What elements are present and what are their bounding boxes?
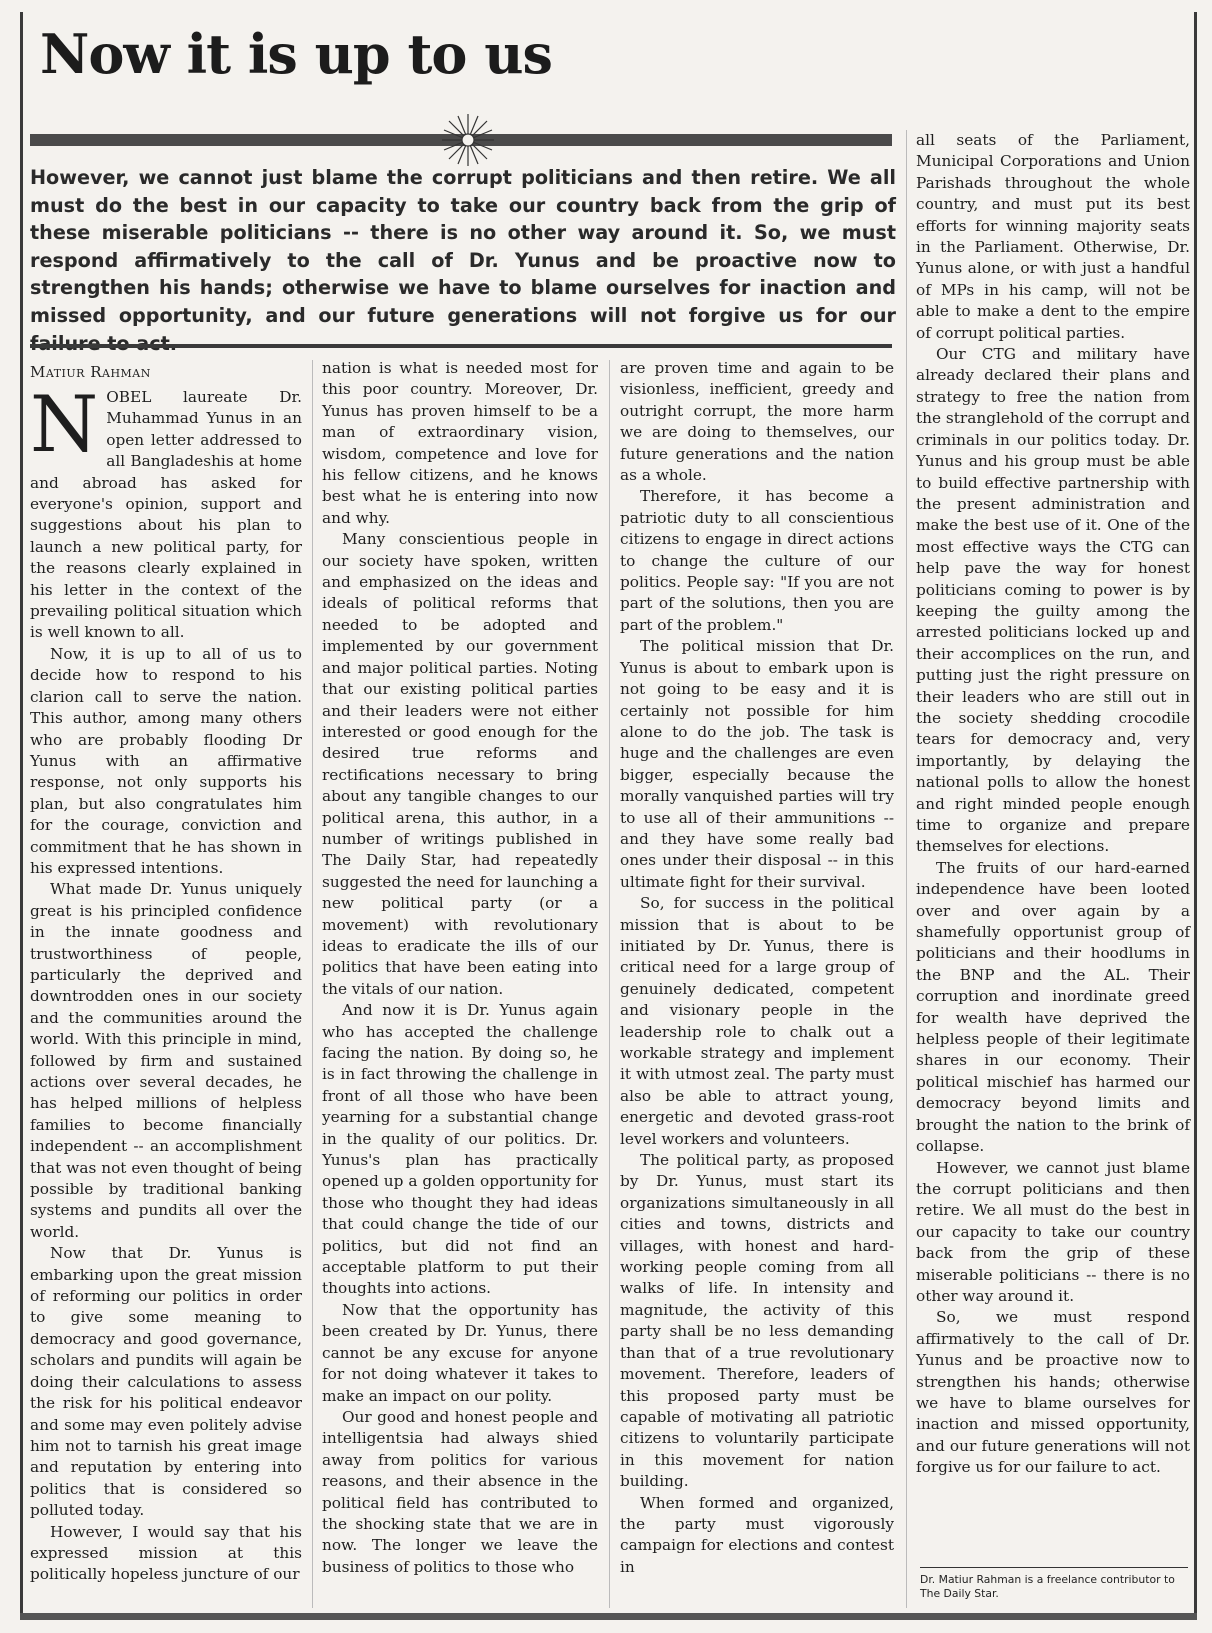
article-column-4	[916, 130, 1190, 1479]
paragraph: So, we must respond affirmatively to the call of Dr. Yunus and be proactive now to strengthen his hands; otherwise we have to blame ourselves for inaction and missed opportunity, and our future generations will not forgive us for our failure to act.	[916, 1308, 1190, 1477]
right-border-rule	[1194, 12, 1197, 1620]
paragraph: However, I would say that his expressed mission at this politically hopeless juncture of our	[30, 1522, 302, 1584]
column-separator	[609, 360, 610, 1608]
paragraph: all seats of the Parliament, Municipal Corporations and Union Parishads throughout the whole country, and must put its best efforts for winning majority seats in the Parliament. Otherwise, Dr. Yunus alone, or with just a handful of MPs in his camp, will not be able to make a dent to the empire of corrupt political parties.	[916, 131, 1190, 342]
paragraph: Our good and honest people and intelligentsia had always shied away from politics for various reasons, and their absence in the political field has contributed to the shocking state that we are in now. The longer we leave the business of politics to those who	[322, 1407, 598, 1576]
left-border-rule	[20, 12, 23, 1620]
drop-cap: N	[30, 380, 99, 470]
paragraph: Our CTG and military have already declared their plans and strategy to free the nation from the stranglehold of the corrupt and criminals in our politics today. Dr. Yunus and his group must be able to build effective partnership with the present administration and make the best use of it. One of the most effective ways the CTG can help pave the way for honest politicians coming to power is by keeping the guilty among the arrested politicians locked up and their accomplices on the run, and putting just the right pressure on their leaders who are still out in the society shedding crocodile tears for democracy and, very importantly, by delaying the national polls to allow the honest and right minded people enough time to organize and prepare themselves for elections.	[916, 345, 1191, 856]
paragraph: However, we cannot just blame the corrupt politicians and then retire. We all must do the best in our capacity to take our country back from the grip of these miserable politicians -- there is no other way around it.	[916, 1158, 1190, 1305]
paragraph: nation is what is needed most for this poor country. Moreover, Dr. Yunus has proven himself to be a man of extraordinary vision, wisdom, competence and love for his fellow citizens, and he knows best what he is entering into now and why.	[322, 359, 598, 527]
paragraph: When formed and organized, the party must vigorously campaign for elections and contest in	[620, 1493, 894, 1576]
paragraph: The political mission that Dr. Yunus is about to embark upon is not going to be easy and it is certainly not possible for him alone to do the job. The task is huge and the challenges are even bigger, especially because the morally vanquished parties will try to use all of their ammunitions -- and they have some really bad ones under their disposal -- in this ultimate fight for their survival.	[620, 637, 894, 891]
paragraph: What made Dr. Yunus uniquely great is his principled confidence in the innate goodness and trustworthiness of people, particularly the deprived and downtrodden ones in our society and the communities around the world. With this principle in mind, followed by firm and sustained actions over several decades, he has helped millions of helpless families to become financially independent -- an accomplishment that was not even thought of being possible by traditional banking systems and pundits all over the world.	[30, 880, 302, 1241]
paragraph: NOBEL laureate Dr. Muhammad Yunus in an open letter addressed to all Bangladeshis at home and abroad has asked for everyone's opinion, support and suggestions about his plan to launch a new political party, for the reasons clearly explained in his letter in the context of the prevailing political situation which is well known to all.	[30, 380, 302, 642]
paragraph: And now it is Dr. Yunus again who has accepted the challenge facing the nation. By doing so, he is in fact throwing the challenge in front of all those who have been yearning for a substantial change in the quality of our politics. Dr. Yunus's plan has practically opened up a golden opportunity for those who thought they had ideas that could change the tide of our politics, but did not find an acceptable platform to put their thoughts into actions.	[322, 1001, 598, 1298]
starburst-ornament	[440, 112, 496, 168]
deck-summary: However, we cannot just blame the corrupt politicians and then retire. We all must do the best in our capacity to take our country back from the grip of these miserable politicians -- there is no other way around it. So, we must respond affirmatively to the call of Dr. Yunus and be proactive now to strengthen his hands; otherwise we have to blame ourselves for inaction and missed opportunity, and our future generations will not forgive us for our	[30, 166, 896, 327]
paragraph: Many conscientious people in our society have spoken, written and emphasized on the ideas and ideals of political reforms that needed to be adopted and implemented by our government and major political parties. Noting that our existing political parties and their leaders were not either interested or good enough for the desired true reforms and rectifications necessary to bring about any tangible changes to our political arena, this author, in a number of writings published in The Daily Star, had repeatedly suggested the need for launching a new political party (or a movement) with revolutionary ideas to eradicate the ills of our politics that have been eating into the vitals of our nation.	[322, 530, 598, 998]
footnote-rule	[920, 1567, 1188, 1568]
paragraph: Now that the opportunity has been created by Dr. Yunus, there cannot be any excuse for anyone for not doing whatever it takes to make an impact on our polity.	[322, 1300, 598, 1405]
headline: Now it is up to us	[40, 22, 552, 86]
paragraph: The political party, as proposed by Dr. Yunus, must start its organizations simultaneously in all cities and towns, districts and villages, with honest and hard-working people coming from all walks of life. In intensity and magnitude, the activity of this party shall be no less demanding than that of a true revolutionary movement. Therefore, leaders of this proposed party must be capable of motivating all patriotic citizens to voluntarily participate in this movement for nation building.	[620, 1151, 894, 1491]
paragraph: Now that Dr. Yunus is embarking upon the great mission of reforming our politics in order to give some meaning to democracy and good governance, scholars and pundits will again be doing their calculations to assess the risk for his political endeavor and some may even politely advise him not to tarnish his great image and reputation by entering into politics that is considered so polluted today.	[30, 1244, 302, 1520]
paragraph: are proven time and again to be visionless, inefficient, greedy and outright corrupt, the more harm we are doing to themselves, our future generations and the nation as a whole.	[620, 359, 894, 485]
column-separator	[312, 360, 313, 1608]
deck-bottom-bar	[30, 344, 892, 348]
article-column-2	[322, 358, 598, 1578]
column-separator	[906, 130, 907, 1608]
author-footnote: Dr. Matiur Rahman is a freelance contributor to The Daily Star.	[920, 1573, 1175, 1600]
paragraph: Therefore, it has become a patriotic duty to all conscientious citizens to engage in direct actions to change the culture of our politics. People say: "If you are not part of the solutions, then you are part of the problem."	[620, 487, 894, 634]
article-column-1	[30, 380, 302, 1586]
byline: Matiur Rahman	[30, 363, 151, 381]
paragraph: Now, it is up to all of us to decide how to respond to his clarion call to serve the nation. This author, among many others who are probably flooding Dr Yunus with an affirmative response, not only supports his plan, but also congratulates him for the courage, conviction and commitment that he has shown in his expressed intentions.	[30, 644, 302, 877]
bottom-border-rule	[20, 1613, 1197, 1620]
paragraph: The fruits of our hard-earned independence have been looted over and over again by a shamefully opportunist group of politicians and their hoodlums in the BNP and the AL. Their corruption and inordinate greed for wealth have deprived the helpless people of their legitimate shares in our economy. Their political mischief has harmed our democracy beyond limits and brought the nation to the brink of collapse.	[916, 858, 1190, 1156]
article-column-3	[620, 358, 894, 1578]
paragraph: So, for success in the political mission that is about to be initiated by Dr. Yunus, there is critical need for a large group of genuinely dedicated, competent and visionary people in the leadership role to chalk out a workable strategy and implement it with utmost zeal. The party must also be able to attract young, energetic and devoted grass-root level workers and volunteers.	[620, 894, 894, 1148]
